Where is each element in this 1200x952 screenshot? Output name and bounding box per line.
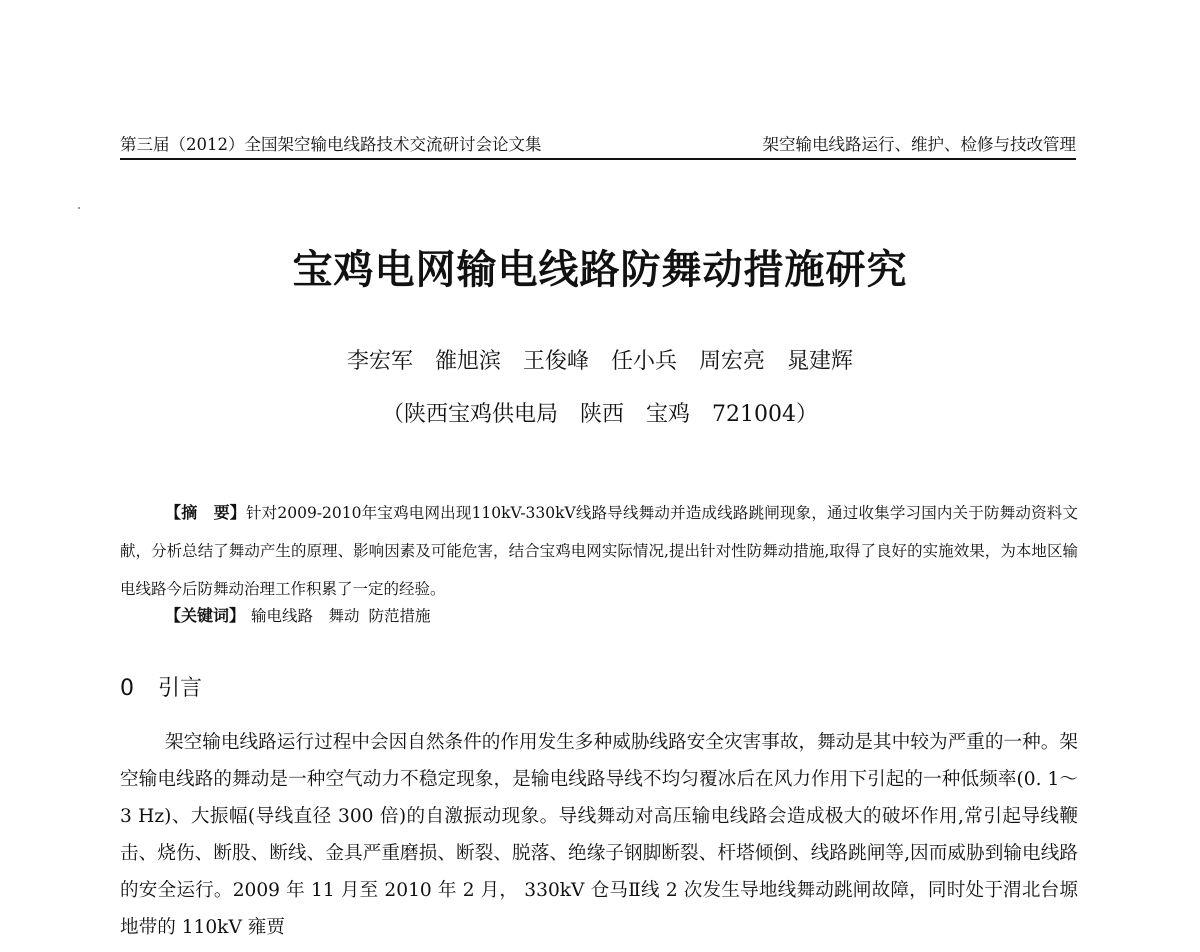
section-title: 引言 (158, 676, 203, 701)
running-header (120, 131, 1076, 157)
body-text (120, 724, 1078, 946)
section-number: 0 (120, 676, 134, 701)
header-section-title: 架空输电线路运行、维护、检修与技改管理 (762, 135, 1076, 154)
body-paragraph: 架空输电线路运行过程中会因自然条件的作用发生多种威胁线路安全灾害事故，舞动是其中较为严重的一种。架空输电线路的舞动是一种空气动力不稳定现象，是输电线路导线不均匀覆冰后在风力作用下引起的一种低频率(0. 1～3 Hz)、大振幅(导线直径 300 倍)的自激振动现象。导线舞动对高压输电线路会造成极大的破坏作用,常引起导线鞭击、烧伤、断股、断线、金具严重磨损、断裂、脱落、绝缘子钢脚断裂、杆塔倾倒、线路跳闸等,因而威胁到输电线路的安全运行。2009 年 11 月至 2010 年 2 月， 330kV 仓马Ⅱ线 2 次发生导地线舞动跳闸故障，同时处于渭北台塬地带的 110kV 雍贾 (120, 732, 1078, 938)
abstract-text: 针对2009-2010年宝鸡电网出现110kV-330kV线路导线舞动并造成线路跳闸现象，通过收集学习国内关于防舞动资料文献，分析总结了舞动产生的原理、影响因素及可能危害，结合宝鸡电网实际情况,提出针对性防舞动措施,取得了良好的实施效果，为本地区输电线路今后防舞动治理工作积累了一定的经验。 (120, 504, 1078, 598)
keywords-line (165, 603, 430, 629)
margin-speck (78, 207, 80, 209)
abstract-block (120, 494, 1078, 608)
paper-title: 宝鸡电网输电线路防舞动措施研究 (292, 247, 908, 293)
section-heading (120, 671, 202, 702)
keywords-value: 输电线路 舞动 防范措施 (251, 607, 431, 625)
affiliation: （陕西宝鸡供电局 陕西 宝鸡 721004） (382, 402, 818, 427)
abstract-label: 【摘 要】 (165, 503, 246, 522)
header-proceedings-title: 第三届（2012）全国架空输电线路技术交流研讨会论文集 (120, 135, 542, 154)
header-rule (120, 158, 1076, 160)
author-list: 李宏军 雒旭滨 王俊峰 任小兵 周宏亮 晁建辉 (346, 349, 853, 374)
keywords-label: 【关键词】 (165, 606, 246, 625)
abstract-paragraph (120, 494, 1078, 608)
